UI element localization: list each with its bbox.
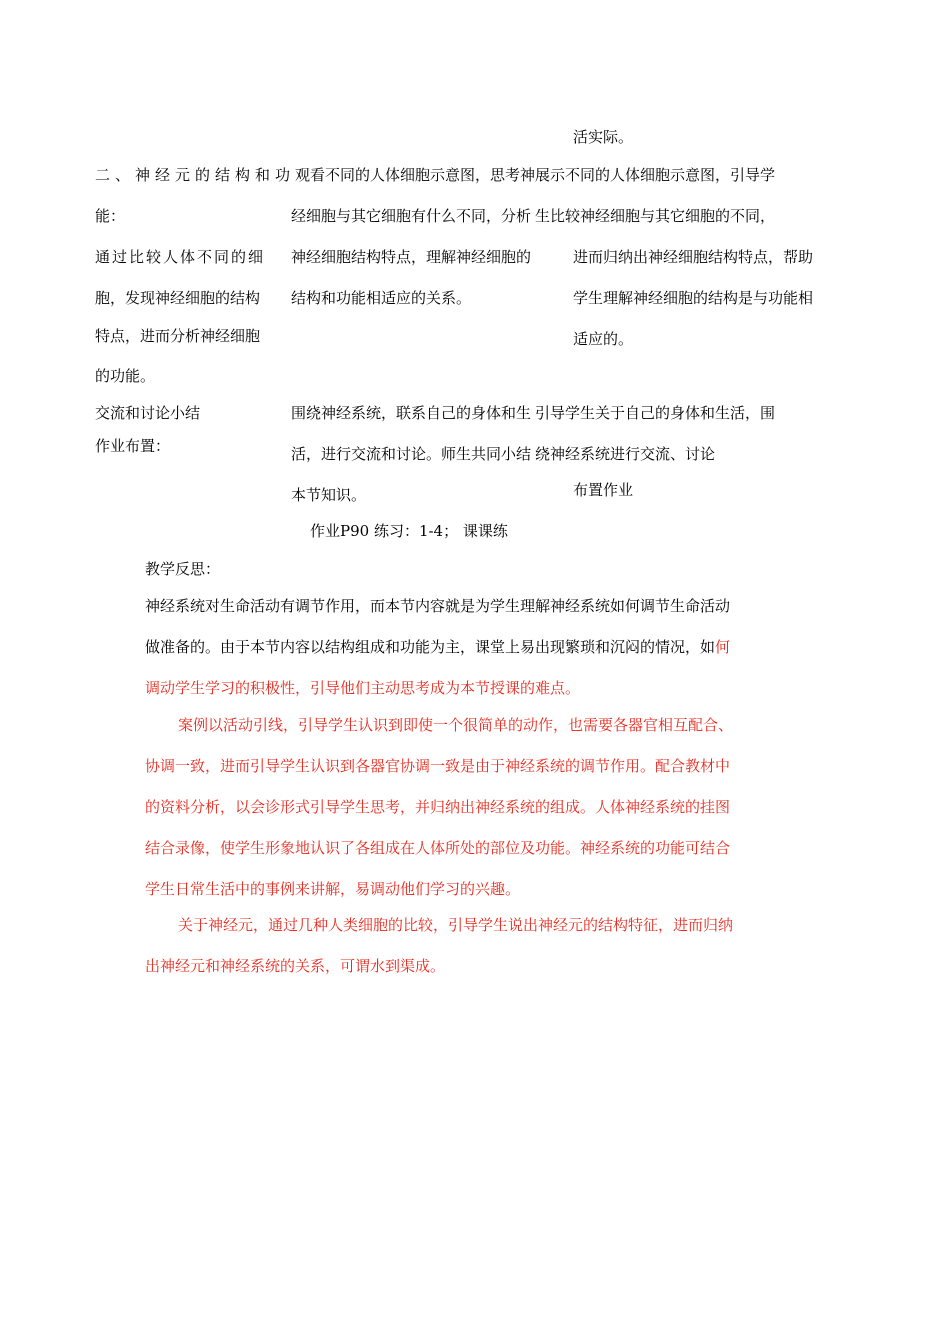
neuron-col1-line: 胞，发现神经细胞的结构	[95, 289, 261, 307]
reflection-p2-line: 案例以活动引线，引导学生认识到即使一个很简单的动作，也需要各器官相互配合、	[178, 716, 734, 734]
neuron-col3-line: 适应的。	[573, 330, 634, 348]
neuron-col3-line: 生比较神经细胞与其它细胞的不同，	[535, 207, 776, 225]
neuron-col1-line: 的功能。	[95, 367, 156, 385]
reflection-p1-line: 神经系统对生命活动有调节作用，而本节内容就是为学生理解神经系统如何调节生命活动	[145, 597, 731, 615]
reflection-p3-line: 出神经元和神经系统的关系，可谓水到渠成。	[145, 957, 446, 975]
neuron-col3-line: 进而归纳出神经细胞结构特点，帮助	[573, 248, 814, 266]
col3-carryover: 活实际。	[573, 128, 634, 146]
reflection-p2-line: 学生日常生活中的事例来讲解，易调动他们学习的兴趣。	[145, 880, 521, 898]
summary-col2-line: 本节知识。	[291, 486, 367, 504]
reflection-p1-red-line: 调动学生学习的积极性，引导他们主动思考成为本节授课的难点。	[145, 679, 581, 697]
neuron-col2-line: 经细胞与其它细胞有什么不同，分析	[291, 207, 532, 225]
homework-line: 作业P90 练习：1-4； 课课练	[310, 522, 508, 540]
neuron-col1-line: 特点，进而分析神经细胞	[95, 327, 261, 345]
neuron-col2-line: 神经细胞结构特点，理解神经细胞的	[291, 248, 532, 266]
reflection-p2-line: 协调一致，进而引导学生认识到各器官协调一致是由于神经系统的调节作用。配合教材中	[145, 757, 731, 775]
summary-col1-line: 交流和讨论小结	[95, 404, 201, 422]
reflection-p1-red-text: 何	[715, 638, 731, 656]
reflection-heading: 教学反思：	[145, 560, 221, 578]
reflection-p2-line: 结合录像，使学生形象地认识了各组成在人体所处的部位及功能。神经系统的功能可结合	[145, 839, 731, 857]
reflection-p1-line	[145, 637, 730, 657]
reflection-p3-line: 关于神经元，通过几种人类细胞的比较，引导学生说出神经元的结构特征，进而归纳	[178, 916, 734, 934]
summary-col1-line: 作业布置：	[95, 437, 171, 455]
neuron-col3-line: 展示不同的人体细胞示意图，引导学	[535, 166, 776, 184]
neuron-col3-line: 学生理解神经细胞的结构是与功能相	[573, 289, 814, 307]
neuron-col1-line: 通过比较人体不同的细	[95, 248, 266, 266]
summary-col3-line: 布置作业	[573, 481, 634, 499]
summary-col3-line: 引导学生关于自己的身体和生活，围	[535, 404, 776, 422]
summary-col2-line: 活，进行交流和讨论。师生共同小结	[291, 445, 532, 463]
summary-col3-line: 绕神经系统进行交流、讨论	[535, 445, 716, 463]
neuron-col2-line: 观看不同的人体细胞示意图，思考神	[295, 166, 536, 184]
reflection-p2-line: 的资料分析，以会诊形式引导学生思考，并归纳出神经系统的组成。人体神经系统的挂图	[145, 798, 731, 816]
neuron-col1-line: 二、神经元的结构和功	[95, 166, 296, 184]
summary-col2-line: 围绕神经系统，联系自己的身体和生	[291, 404, 532, 422]
neuron-col2-line: 结构和功能相适应的关系。	[291, 289, 472, 307]
reflection-p1-black-text: 做准备的。由于本节内容以结构组成和功能为主，课堂上易出现繁琐和沉闷的情况，如	[145, 638, 716, 656]
neuron-col1-line: 能：	[95, 207, 126, 225]
